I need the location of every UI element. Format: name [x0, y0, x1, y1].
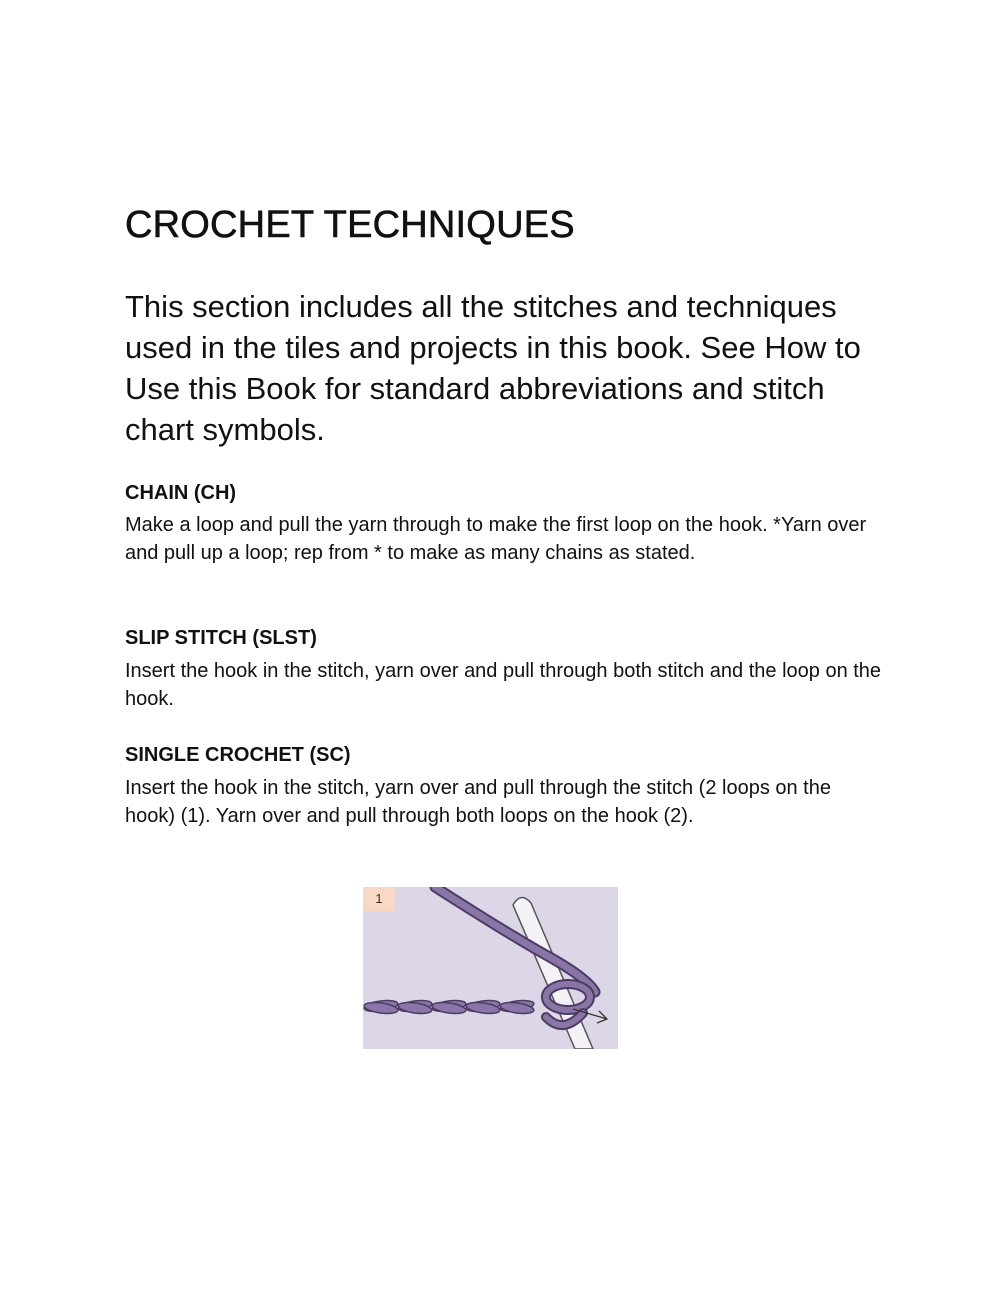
crochet-hook-yarn-drawing	[363, 887, 618, 1049]
section-body-chain: Make a loop and pull the yarn through to make the first loop on the hook. *Yarn over and pull up a loop; rep from * to make as many chains as stated.	[125, 514, 867, 564]
single-crochet-illustration	[363, 887, 618, 1049]
page-title: CROCHET TECHNIQUES	[125, 204, 575, 246]
section-body-single-crochet: Insert the hook in the stitch, yarn over and pull through the stitch (2 loops on the hook) (1). Yarn over and pull through both loops on the hook (2).	[125, 777, 831, 827]
section-body-slip-stitch: Insert the hook in the stitch, yarn over and pull through both stitch and the loop on the hook.	[125, 660, 882, 710]
section-heading-chain: CHAIN (CH)	[125, 482, 237, 504]
yarn-chain	[363, 999, 534, 1016]
section-heading-single-crochet: SINGLE CROCHET (SC)	[125, 744, 351, 766]
intro-paragraph: This section includes all the stitches and techniques used in the tiles and projects in this book. See How to Use this Book for standard abbreviations and stitch chart symbols.	[125, 289, 861, 447]
step-number-badge: 1	[363, 887, 395, 911]
section-heading-slip-stitch: SLIP STITCH (SLST)	[125, 627, 317, 649]
